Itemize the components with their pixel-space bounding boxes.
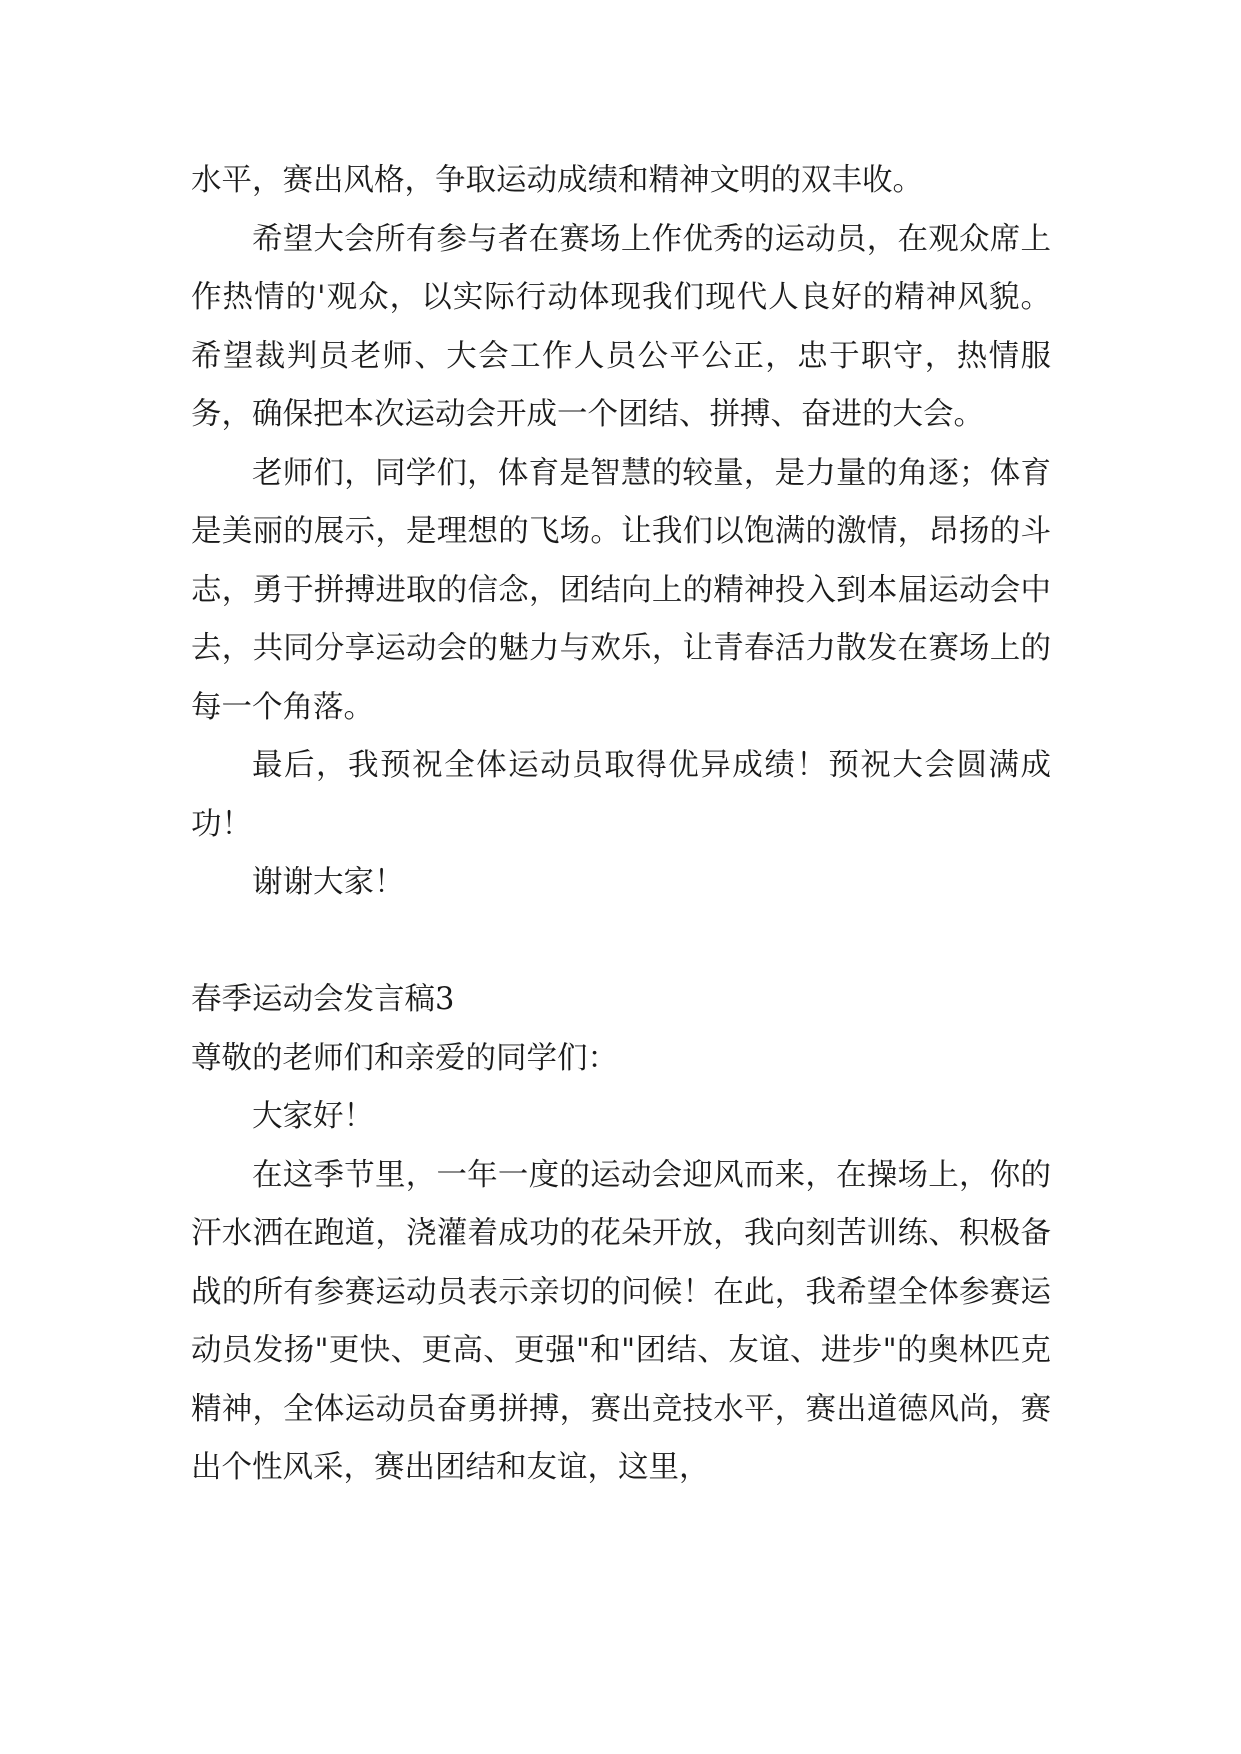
paragraph-sports-spirit: 老师们，同学们，体育是智慧的较量，是力量的角逐；体育是美丽的展示，是理想的飞场。让我们以饱满的激情，昂扬的斗志，勇于拼搏进取的信念，团结向上的精神投入到本届运动会中去，共同分享运动会的魅力与欢乐，让青春活力散发在赛场上的每一个角落。	[191, 455, 1051, 725]
paragraph-hope: 希望大会所有参与者在赛场上作优秀的运动员，在观众席上作热情的'观众，以实际行动体现我们现代人良好的精神风貌。希望裁判员老师、大会工作人员公平公正，忠于职守，热情服务，确保把本次运动会开成一个团结、拼搏、奋进的大会。	[191, 221, 1051, 432]
salutation: 尊敬的老师们和亲爱的同学们：	[191, 1040, 618, 1076]
document-body	[191, 152, 1051, 1498]
section-title: 春季运动会发言稿3	[191, 982, 455, 1017]
paragraph-wishes: 最后，我预祝全体运动员取得优异成绩！预祝大会圆满成功！	[191, 748, 1051, 842]
section-gap	[191, 913, 1051, 972]
paragraph-thanks: 谢谢大家！	[252, 865, 405, 900]
paragraph-continuation: 水平，赛出风格，争取运动成绩和精神文明的双丰收。	[191, 163, 923, 198]
paragraph-opening: 在这季节里，一年一度的运动会迎风而来，在操场上，你的汗水洒在跑道，浇灌着成功的花朵开放，我向刻苦训练、积极备战的所有参赛运动员表示亲切的问候！在此，我希望全体参赛运动员发扬"更快、更高、更强"和"团结、友谊、进步"的奥林匹克精神，全体运动员奋勇拼搏，赛出竞技水平，赛出道德风尚，赛出个性风采，赛出团结和友谊，这里，	[191, 1157, 1051, 1485]
greeting: 大家好！	[252, 1099, 374, 1134]
